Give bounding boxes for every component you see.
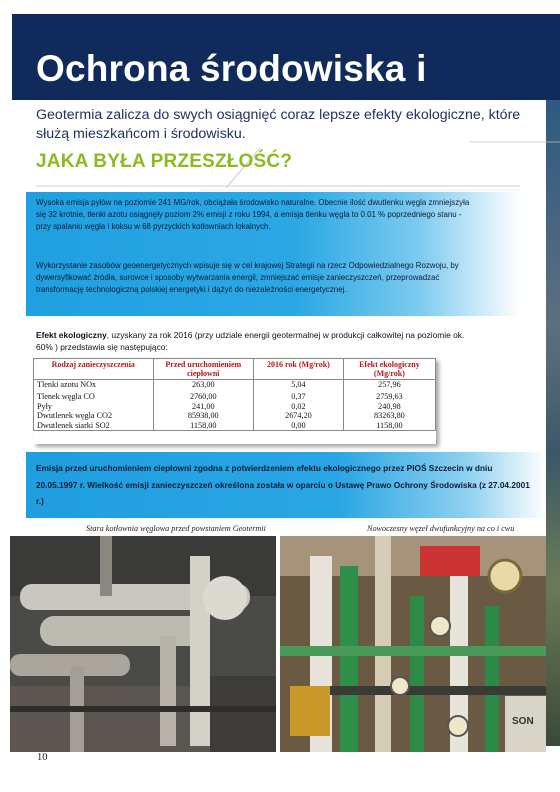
- emission-note: Emisja przed uruchomieniem ciepłowni zgodna z potwierdzeniem efektu ekologicznego przez PIOŚ Szczecin w dniu 20.05.1997 r. Wielkość emisji zanieczyszczeń określona została w oparciu o Ustawę Prawo Ochrony Środowiska (z 27.04.2001 r.): [36, 463, 530, 506]
- page-number: 10: [37, 752, 48, 763]
- table-row: [34, 380, 436, 390]
- table-cell: 2760,00: [153, 389, 254, 401]
- photo-caption-right: Nowoczesny węzeł dwufunkcyjny na co i cwu: [367, 524, 515, 533]
- efekt-text: , uzyskany za rok 2016 (przy udziale energii geotermalnej w produkcji całkowitej na poziomie ok. 60% ) przedstawia się następująco:: [36, 330, 465, 352]
- table-cell: 0,37: [254, 389, 344, 401]
- table-cell: 1158,00: [343, 421, 435, 431]
- emissions-table: [33, 358, 436, 431]
- table-cell: 0,00: [254, 421, 344, 431]
- history-paragraph-2: Wykorzystanie zasobów geoenergetycznych wpisuje się w cel krajowej Strategii na rzecz Odpowiedzialnego Rozwoju, by dywersyfikować źródła, surowce i sposoby wytwarzania energii, zmniejszać emisje zanieczyszczeń, przeprowadzać transformację technologiczną polskiej energetyki i dążyć do niezależności energetycznej.: [36, 261, 459, 295]
- table-cell: 0,02: [254, 402, 344, 411]
- table-row: [34, 421, 436, 431]
- table-cell: 257,96: [343, 380, 435, 390]
- column-header: Rodzaj zanieczyszczenia: [34, 359, 154, 380]
- efekt-intro: [36, 329, 466, 353]
- table-cell: 2674,20: [254, 411, 344, 420]
- table-cell: 83263,80: [343, 411, 435, 420]
- page-title: Ochrona środowiska i: [36, 48, 427, 89]
- table-cell: 5,04: [254, 380, 344, 390]
- table-row: [34, 402, 436, 411]
- efekt-bold-label: Efekt ekologiczny: [36, 330, 107, 340]
- table-row: [34, 389, 436, 401]
- section-heading: JAKA BYŁA PRZESZŁOŚĆ?: [36, 151, 293, 172]
- table-cell: 240,98: [343, 402, 435, 411]
- modern-heating-node-photo: [280, 536, 546, 752]
- table-cell: Dwutlenek węgla CO2: [34, 411, 154, 420]
- column-header: 2016 rok (Mg/rok): [254, 359, 344, 380]
- table-cell: 2759,63: [343, 389, 435, 401]
- sign-text: SON: [512, 716, 534, 727]
- table-cell: 85938,00: [153, 411, 254, 420]
- table-cell: 1158,00: [153, 421, 254, 431]
- old-boiler-room-photo: [10, 536, 276, 752]
- table-cell: Tlenki azotu NOx: [34, 380, 154, 390]
- table-cell: Pyły: [34, 402, 154, 411]
- table-cell: Dwutlenek siarki SO2: [34, 421, 154, 431]
- table-cell: 241,00: [153, 402, 254, 411]
- table-cell: Tlenek węgla CO: [34, 389, 154, 401]
- table-row: [34, 411, 436, 420]
- photo-caption-left: Stara kotłownia węglowa przed powstaniem Geotermii: [86, 524, 266, 533]
- column-header: Przed uruchomieniem ciepłowni: [153, 359, 254, 380]
- emissions-table-container: [33, 358, 436, 444]
- column-header: Efekt ekologiczny (Mg/rok): [343, 359, 435, 380]
- history-paragraph-1: Wysoka emisja pyłów na poziomie 241 MG/rok, obciążała środowisko naturalne. Obecnie ilość dwutlenku węgla zmniejszyła się 32 krotnie, tlenki azotu osiągnęły poziom 2% emisji z roku 1994, a emisja tlenku węgla to 0.01 % poprzedniego stanu - przy spalaniu węgla i koksu w 68 pyrzyckich kotłowniach lokalnych.: [36, 198, 470, 232]
- intro-text: Geotermia zalicza do swych osiągnięć coraz lepsze efekty ekologiczne, które służą mieszkańcom i środowisku.: [36, 107, 521, 142]
- table-cell: 263,00: [153, 380, 254, 390]
